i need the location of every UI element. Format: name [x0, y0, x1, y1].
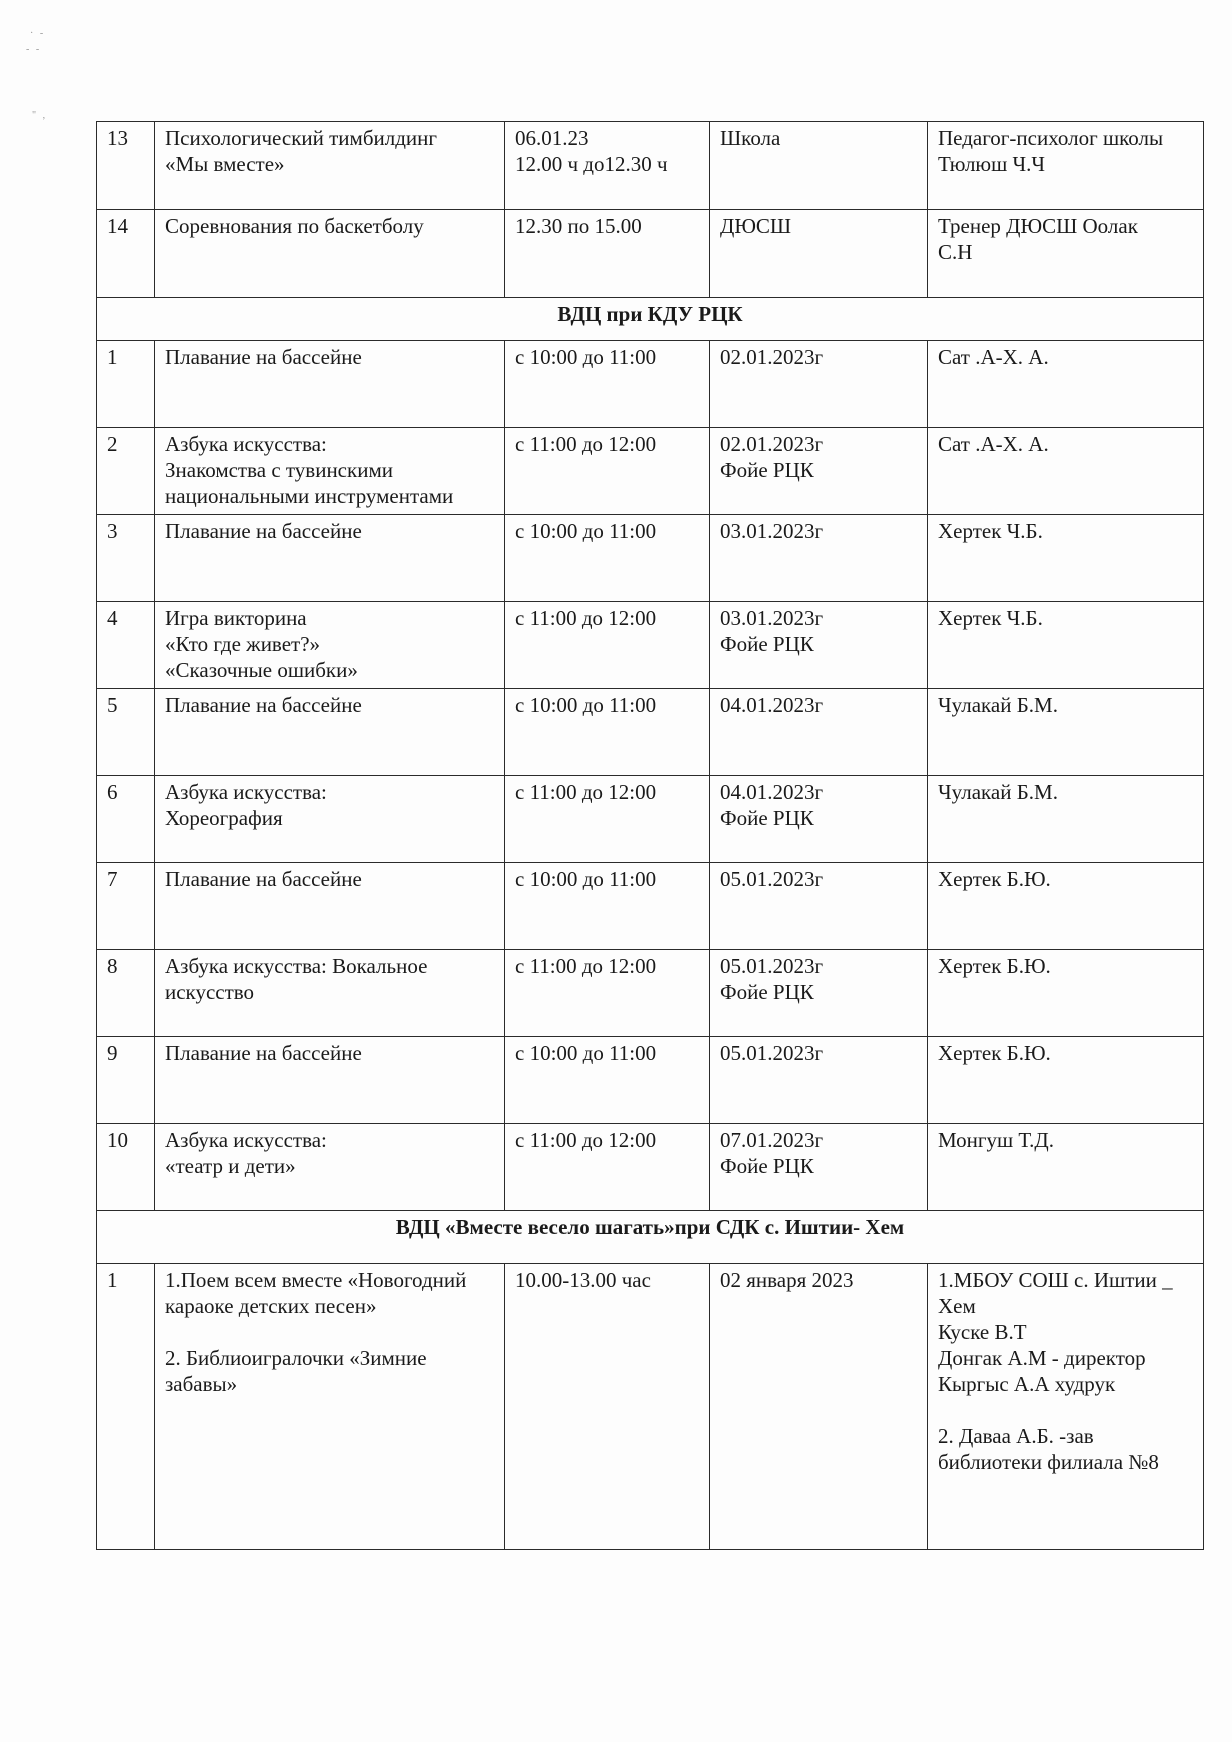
row-number: 5	[97, 689, 155, 776]
place-cell: 05.01.2023г Фойе РЦК	[710, 950, 928, 1037]
row-number: 1	[97, 341, 155, 428]
place-cell: 04.01.2023г	[710, 689, 928, 776]
responsible-cell: Сат .А-Х. А.	[928, 341, 1204, 428]
event-cell: Плавание на бассейне	[155, 515, 505, 602]
time-cell: с 11:00 до 12:00	[505, 950, 710, 1037]
responsible-cell: 1.МБОУ СОШ с. Иштии _ Хем Куске В.Т Донгак А.М - директор Кыргыс А.А худрук 2. Даваа А.Б. -зав библиотеки филиала №8	[928, 1264, 1204, 1550]
time-cell: с 11:00 до 12:00	[505, 776, 710, 863]
event-cell: Азбука искусства: Вокальное искусство	[155, 950, 505, 1037]
event-cell: Азбука искусства: «театр и дети»	[155, 1124, 505, 1211]
row-number: 10	[97, 1124, 155, 1211]
event-cell: Плавание на бассейне	[155, 1037, 505, 1124]
row-number: 7	[97, 863, 155, 950]
table-row	[97, 515, 1204, 602]
table-row	[97, 210, 1204, 298]
event-cell: Азбука искусства: Хореография	[155, 776, 505, 863]
table-row	[97, 1124, 1204, 1211]
time-cell: с 10:00 до 11:00	[505, 515, 710, 602]
place-cell: 02.01.2023г	[710, 341, 928, 428]
place-cell: ДЮСШ	[710, 210, 928, 298]
place-cell: 03.01.2023г	[710, 515, 928, 602]
event-cell: Плавание на бассейне	[155, 863, 505, 950]
time-cell: с 11:00 до 12:00	[505, 602, 710, 689]
time-cell: с 10:00 до 11:00	[505, 341, 710, 428]
responsible-cell: Хертек Ч.Б.	[928, 515, 1204, 602]
table-row	[97, 863, 1204, 950]
time-cell: с 10:00 до 11:00	[505, 689, 710, 776]
event-cell: Соревнования по баскетболу	[155, 210, 505, 298]
responsible-cell: Чулакай Б.М.	[928, 776, 1204, 863]
event-cell: Плавание на бассейне	[155, 341, 505, 428]
row-number: 4	[97, 602, 155, 689]
place-cell: 04.01.2023г Фойе РЦК	[710, 776, 928, 863]
place-cell: 05.01.2023г	[710, 863, 928, 950]
time-cell: с 11:00 до 12:00	[505, 1124, 710, 1211]
row-number: 13	[97, 122, 155, 210]
section-heading: ВДЦ при КДУ РЦК	[97, 298, 1204, 341]
responsible-cell: Хертек Б.Ю.	[928, 950, 1204, 1037]
section-heading: ВДЦ «Вместе весело шагать»при СДК с. Иштии- Хем	[97, 1211, 1204, 1264]
place-cell: 02 января 2023	[710, 1264, 928, 1550]
responsible-cell: Хертек Б.Ю.	[928, 1037, 1204, 1124]
table-row	[97, 776, 1204, 863]
table-row	[97, 602, 1204, 689]
table-row	[97, 122, 1204, 210]
scan-mark: " ,	[32, 110, 48, 121]
section-heading-row	[97, 1211, 1204, 1264]
place-cell: 03.01.2023г Фойе РЦК	[710, 602, 928, 689]
time-cell: с 10:00 до 11:00	[505, 1037, 710, 1124]
row-number: 1	[97, 1264, 155, 1550]
place-cell: Школа	[710, 122, 928, 210]
time-cell: с 10:00 до 11:00	[505, 863, 710, 950]
row-number: 6	[97, 776, 155, 863]
schedule-table	[96, 121, 1204, 1550]
scan-mark: · -	[30, 28, 46, 39]
section-heading-row	[97, 298, 1204, 341]
row-number: 14	[97, 210, 155, 298]
scan-mark: - -	[26, 44, 42, 55]
row-number: 9	[97, 1037, 155, 1124]
responsible-cell: Хертек Б.Ю.	[928, 863, 1204, 950]
responsible-cell: Сат .А-Х. А.	[928, 428, 1204, 515]
responsible-cell: Чулакай Б.М.	[928, 689, 1204, 776]
time-cell: 06.01.23 12.00 ч до12.30 ч	[505, 122, 710, 210]
row-number: 2	[97, 428, 155, 515]
row-number: 8	[97, 950, 155, 1037]
time-cell: 12.30 по 15.00	[505, 210, 710, 298]
event-cell: Игра викторина «Кто где живет?» «Сказочные ошибки»	[155, 602, 505, 689]
time-cell: 10.00-13.00 час	[505, 1264, 710, 1550]
table-row	[97, 689, 1204, 776]
row-number: 3	[97, 515, 155, 602]
table-row	[97, 950, 1204, 1037]
table-row	[97, 428, 1204, 515]
place-cell: 05.01.2023г	[710, 1037, 928, 1124]
event-cell: Психологический тимбилдинг «Мы вместе»	[155, 122, 505, 210]
table-row	[97, 1037, 1204, 1124]
responsible-cell: Тренер ДЮСШ Оолак С.Н	[928, 210, 1204, 298]
responsible-cell: Педагог-психолог школы Тюлюш Ч.Ч	[928, 122, 1204, 210]
table-row	[97, 341, 1204, 428]
responsible-cell: Монгуш Т.Д.	[928, 1124, 1204, 1211]
time-cell: с 11:00 до 12:00	[505, 428, 710, 515]
responsible-cell: Хертек Ч.Б.	[928, 602, 1204, 689]
event-cell: 1.Поем всем вместе «Новогодний караоке детских песен» 2. Библиоигралочки «Зимние забавы»	[155, 1264, 505, 1550]
table-row	[97, 1264, 1204, 1550]
place-cell: 07.01.2023г Фойе РЦК	[710, 1124, 928, 1211]
event-cell: Плавание на бассейне	[155, 689, 505, 776]
event-cell: Азбука искусства: Знакомства с тувинскими национальными инструментами	[155, 428, 505, 515]
place-cell: 02.01.2023г Фойе РЦК	[710, 428, 928, 515]
